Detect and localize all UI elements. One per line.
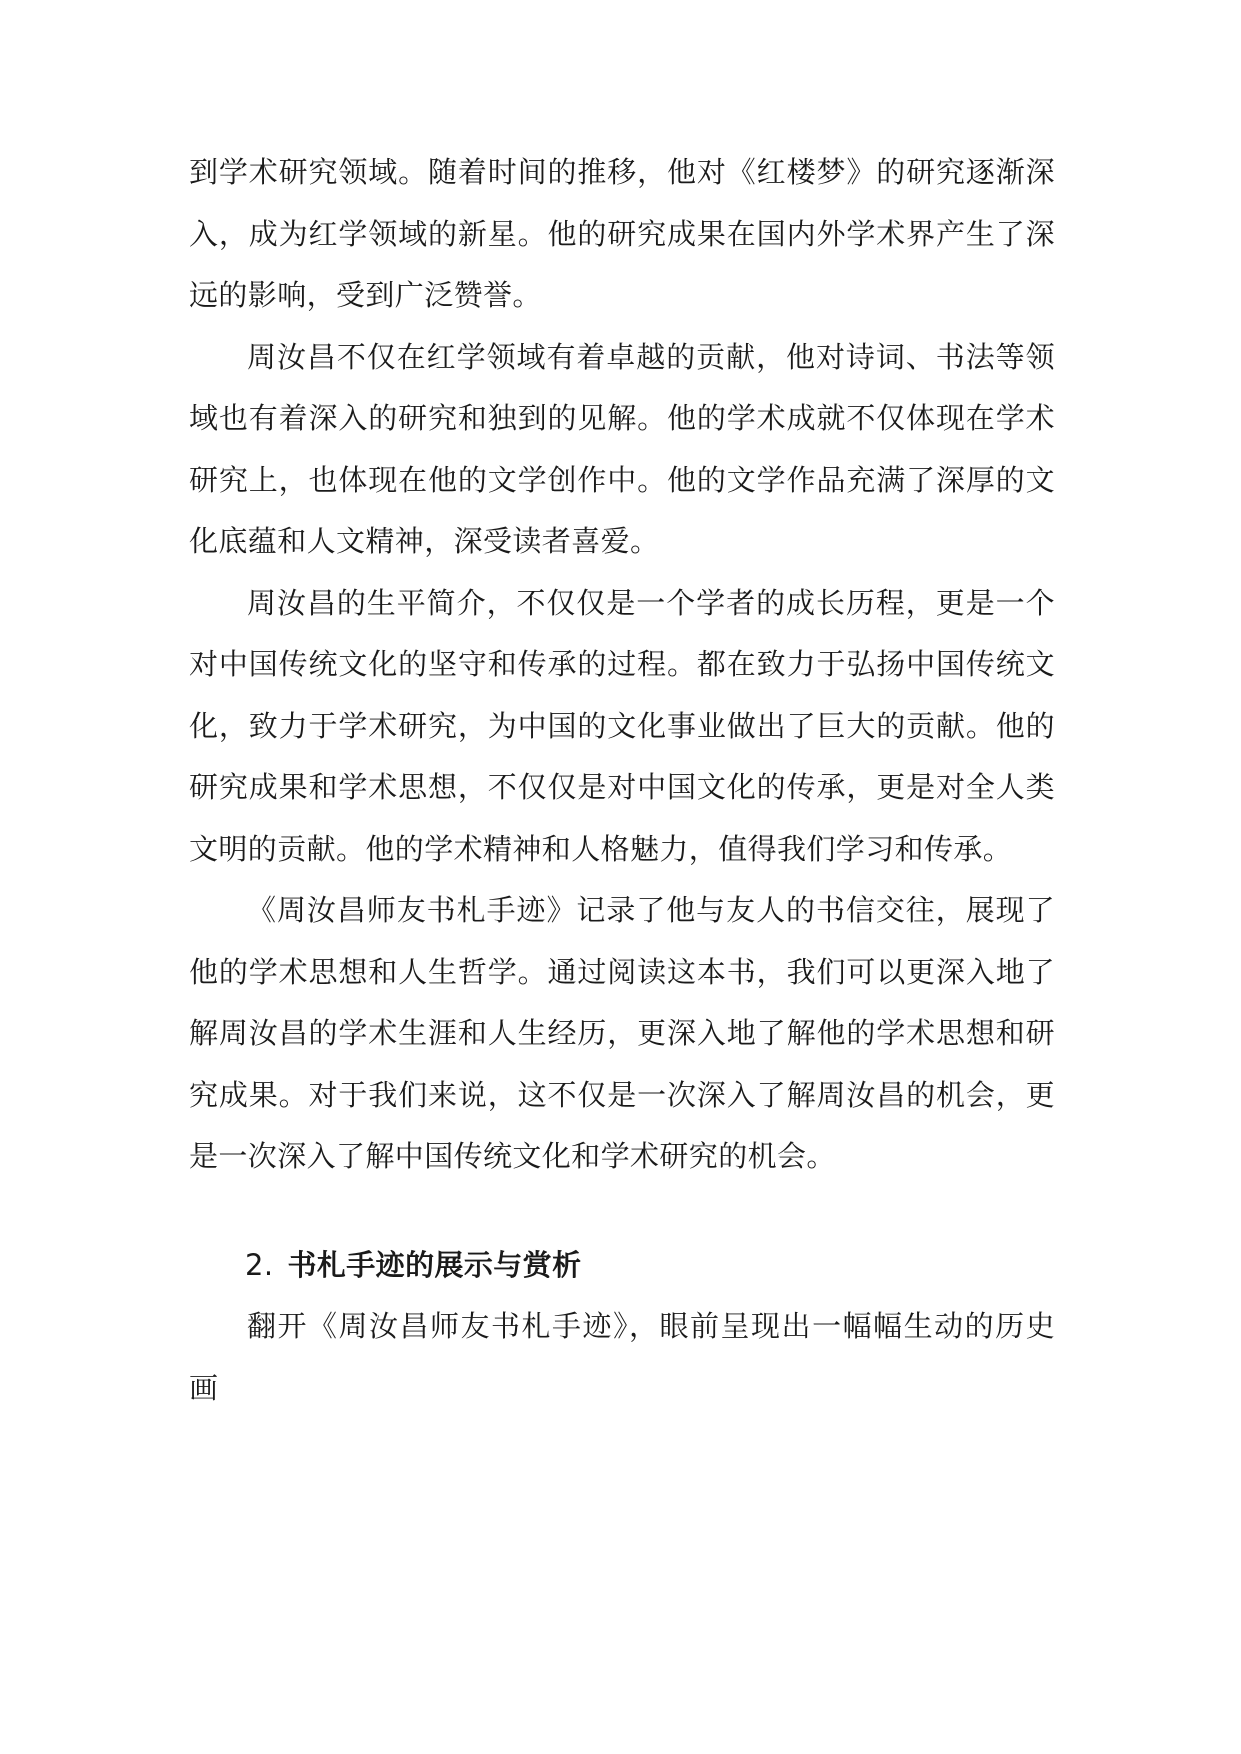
paragraph-section-opening: 翻开《周汝昌师友书札手迹》，眼前呈现出一幅幅生动的历史画 [189,1309,1055,1405]
document-body [189,142,1055,1419]
paragraph-continuation: 到学术研究领域。随着时间的推移，他对《红楼梦》的研究逐渐深入，成为红学领域的新星。他的研究成果在国内外学术界产生了深远的影响，受到广泛赞誉。 [189,155,1055,312]
paragraph-zhou-contributions: 周汝昌不仅在红学领域有着卓越的贡献，他对诗词、书法等领域也有着深入的研究和独到的见解。他的学术成就不仅体现在学术研究上，也体现在他的文学创作中。他的文学作品充满了深厚的文化底蕴和人文精神，深受读者喜爱。 [189,339,1055,558]
paragraph-book-introduction: 《周汝昌师友书札手迹》记录了他与友人的书信交往，展现了他的学术思想和人生哲学。通过阅读这本书，我们可以更深入地了解周汝昌的学术生涯和人生经历，更深入地了解他的学术思想和研究成果。对于我们来说，这不仅是一次深入了解周汝昌的机会，更是一次深入了解中国传统文化和学术研究的机会。 [189,893,1055,1173]
section-heading [189,1235,1055,1297]
paragraph-zhou-biography: 周汝昌的生平简介，不仅仅是一个学者的成长历程，更是一个对中国传统文化的坚守和传承的过程。都在致力于弘扬中国传统文化，致力于学术研究，为中国的文化事业做出了巨大的贡献。他的研究成果和学术思想，不仅仅是对中国文化的传承，更是对全人类文明的贡献。他的学术精神和人格魅力，值得我们学习和传承。 [189,585,1055,866]
section-title: 书札手迹的展示与赏析 [287,1247,582,1282]
section-number: 2. [245,1247,274,1282]
